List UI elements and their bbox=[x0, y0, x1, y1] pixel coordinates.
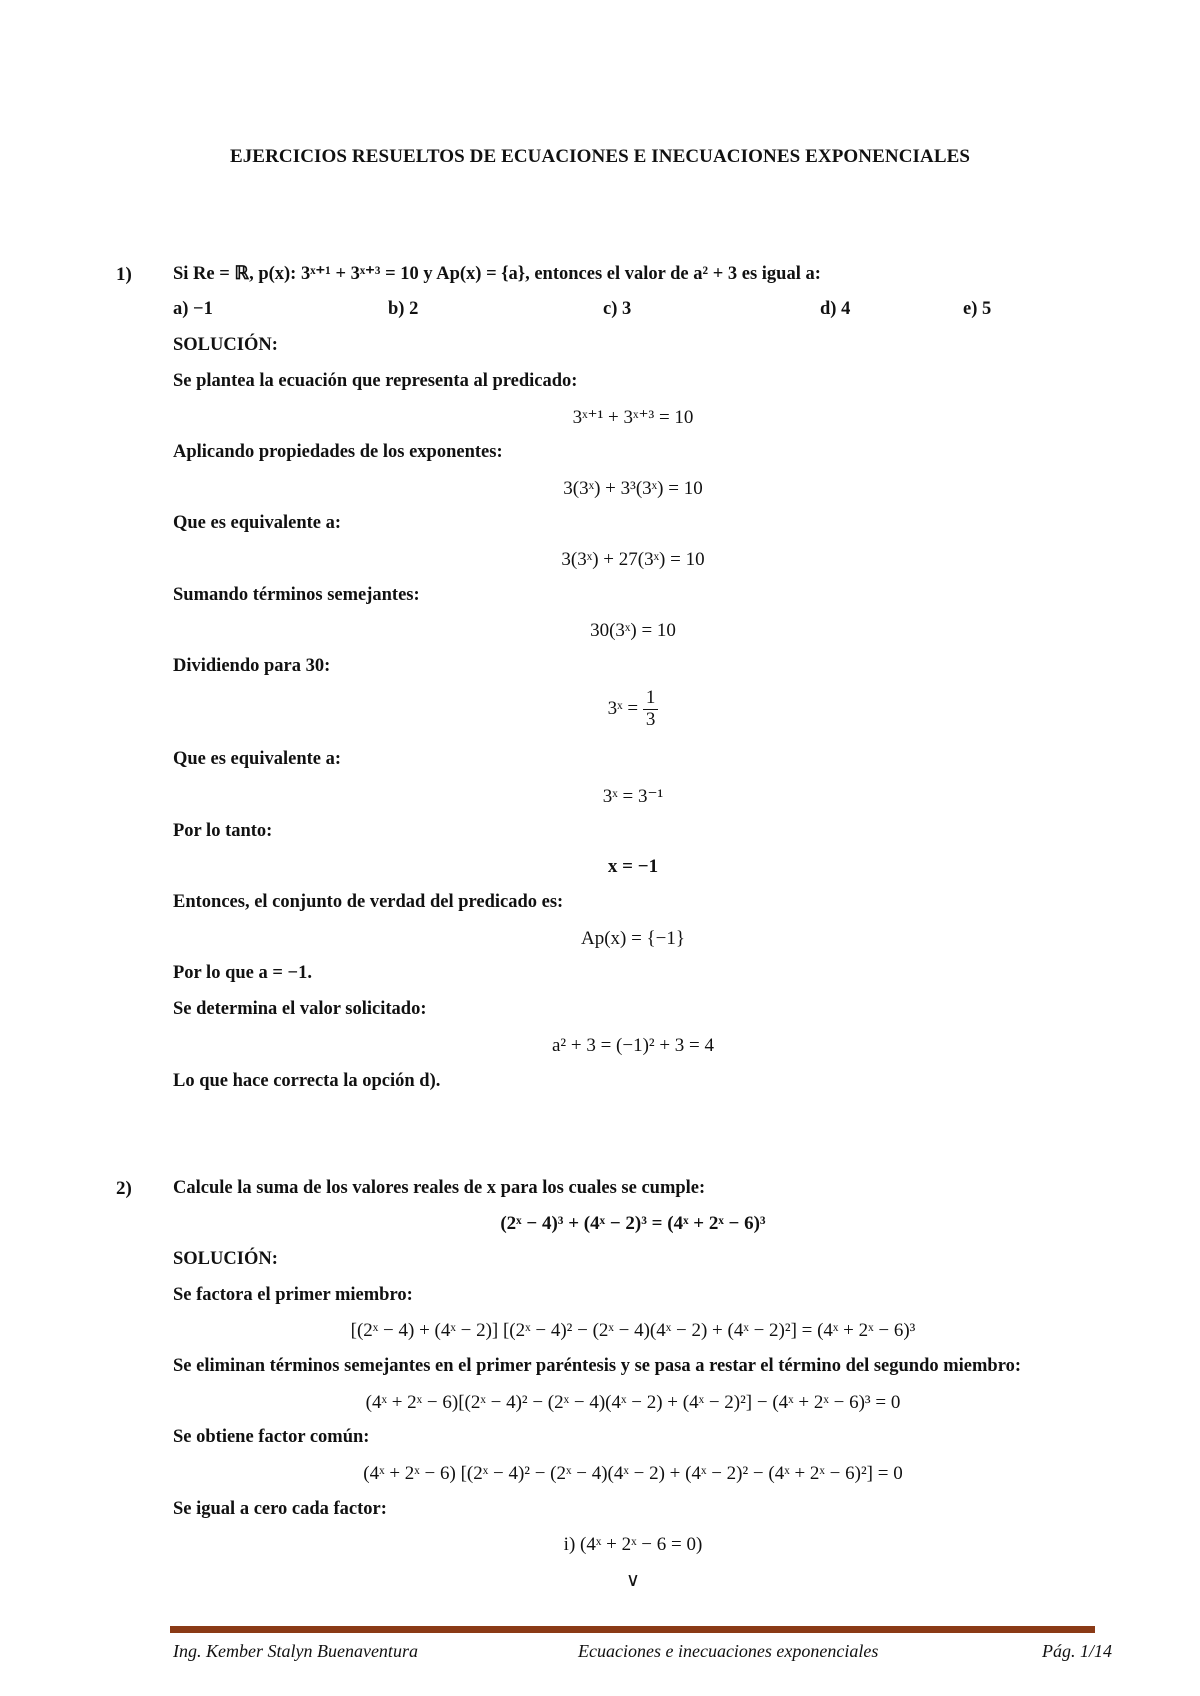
equation: (4ˣ + 2ˣ − 6) [(2ˣ − 4)² − (2ˣ − 4)(4ˣ − 2) + (4ˣ − 2)² − (4ˣ + 2ˣ − 6)²] = 0 bbox=[363, 1463, 903, 1484]
option-e: e) 5 bbox=[963, 299, 992, 319]
fraction-left: 3ˣ = bbox=[607, 697, 639, 719]
exercise-2-statement: Calcule la suma de los valores reales de x para los cuales se cumple: bbox=[173, 1178, 706, 1198]
step-text: Entonces, el conjunto de verdad del predicado es: bbox=[173, 892, 564, 912]
exercise-2-number: 2) bbox=[116, 1178, 132, 1199]
equation: x = −1 bbox=[607, 856, 659, 877]
footer-author: Ing. Kember Stalyn Buenaventura bbox=[173, 1641, 418, 1661]
step-text: Que es equivalente a: bbox=[173, 513, 342, 533]
fraction-numerator: 1 bbox=[643, 688, 659, 710]
or-symbol: ∨ bbox=[626, 1570, 640, 1591]
exercise-1-number: 1) bbox=[116, 264, 132, 285]
step-text: Dividiendo para 30: bbox=[173, 656, 331, 676]
equation: (4ˣ + 2ˣ − 6)[(2ˣ − 4)² − (2ˣ − 4)(4ˣ − 2) + (4ˣ − 2)²] − (4ˣ + 2ˣ − 6)³ = 0 bbox=[365, 1392, 901, 1413]
step-text: Se obtiene factor común: bbox=[173, 1427, 370, 1447]
step-text: Se eliminan términos semejantes en el primer paréntesis y se pasa a restar el término del segundo miembro: bbox=[173, 1356, 1021, 1376]
equation: 30(3ˣ) = 10 bbox=[590, 620, 676, 641]
step-text: Sumando términos semejantes: bbox=[173, 585, 420, 605]
footer-divider bbox=[170, 1626, 1095, 1633]
option-d: d) 4 bbox=[820, 299, 851, 319]
equation: 3ˣ = 3⁻¹ bbox=[602, 786, 664, 807]
equation: 3(3ˣ) + 3³(3ˣ) = 10 bbox=[563, 478, 703, 499]
exercise-1-statement: Si Re = ℝ, p(x): 3ˣ⁺¹ + 3ˣ⁺³ = 10 y Ap(x) = {a}, entonces el valor de a² + 3 es igual a: bbox=[173, 264, 821, 284]
footer-subject: Ecuaciones e inecuaciones exponenciales bbox=[578, 1641, 879, 1661]
solution-label-2: SOLUCIÓN: bbox=[173, 1249, 278, 1269]
step-text: Aplicando propiedades de los exponentes: bbox=[173, 442, 503, 462]
equation: a² + 3 = (−1)² + 3 = 4 bbox=[551, 1035, 715, 1056]
step-text: Se factora el primer miembro: bbox=[173, 1285, 413, 1305]
equation: [(2ˣ − 4) + (4ˣ − 2)] [(2ˣ − 4)² − (2ˣ − 4)(4ˣ − 2) + (4ˣ − 2)²] = (4ˣ + 2ˣ − 6)³ bbox=[350, 1320, 916, 1341]
fraction bbox=[643, 688, 659, 731]
step-text: Se determina el valor solicitado: bbox=[173, 999, 427, 1019]
option-a: a) −1 bbox=[173, 299, 213, 319]
step-text: Lo que hace correcta la opción d). bbox=[173, 1071, 441, 1091]
equation: 3ˣ⁺¹ + 3ˣ⁺³ = 10 bbox=[572, 407, 694, 428]
fraction-denominator: 3 bbox=[645, 708, 656, 730]
step-text: Se igual a cero cada factor: bbox=[173, 1499, 387, 1519]
option-c: c) 3 bbox=[603, 299, 632, 319]
step-text: Que es equivalente a: bbox=[173, 749, 342, 769]
fraction-equation bbox=[0, 688, 1200, 731]
equation: Ap(x) = {−1} bbox=[580, 928, 686, 949]
step-text: Por lo tanto: bbox=[173, 821, 273, 841]
document-title: EJERCICIOS RESUELTOS DE ECUACIONES E INECUACIONES EXPONENCIALES bbox=[229, 146, 971, 167]
option-b: b) 2 bbox=[388, 299, 419, 319]
step-text: Se plantea la ecuación que representa al predicado: bbox=[173, 371, 578, 391]
equation: i) (4ˣ + 2ˣ − 6 = 0) bbox=[563, 1534, 703, 1555]
step-text: Por lo que a = −1. bbox=[173, 963, 312, 983]
equation: (2ˣ − 4)³ + (4ˣ − 2)³ = (4ˣ + 2ˣ − 6)³ bbox=[500, 1213, 766, 1234]
equation: 3(3ˣ) + 27(3ˣ) = 10 bbox=[561, 549, 705, 570]
footer-page-number: Pág. 1/14 bbox=[1042, 1641, 1112, 1661]
solution-label-1: SOLUCIÓN: bbox=[173, 335, 278, 355]
